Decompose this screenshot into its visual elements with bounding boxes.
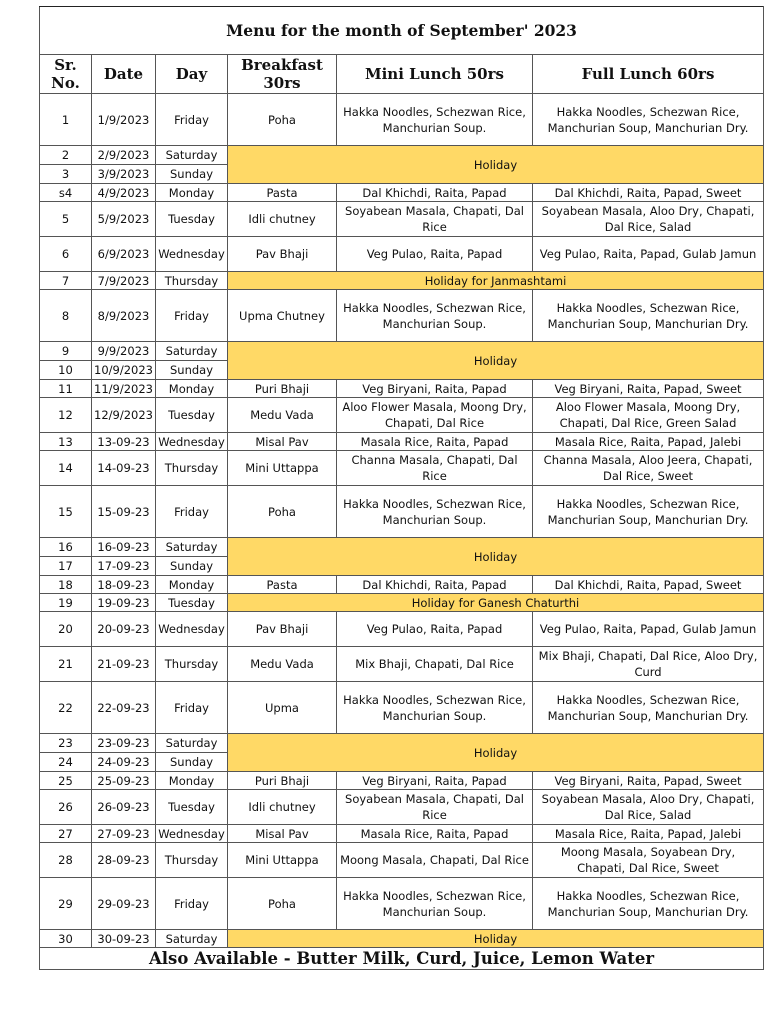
sr-no-cell: 30 [40,930,92,948]
day-cell: Sunday [156,753,228,772]
breakfast-cell: Puri Bhaji [228,772,337,790]
date-cell: 25-09-23 [92,772,156,790]
date-cell: 19-09-23 [92,594,156,612]
title-row [40,7,764,55]
footer-row [40,948,764,970]
breakfast-cell: Pasta [228,576,337,594]
mini-lunch-cell: Veg Biryani, Raita, Papad [337,772,533,790]
table-row [40,342,764,361]
breakfast-cell: Puri Bhaji [228,380,337,398]
sr-no-cell: 6 [40,237,92,272]
sr-no-cell: 9 [40,342,92,361]
date-cell: 5/9/2023 [92,202,156,237]
full-lunch-cell: Mix Bhaji, Chapati, Dal Rice, Aloo Dry, Curd [533,647,764,682]
table-row [40,790,764,825]
sr-no-cell: 10 [40,361,92,380]
mini-lunch-cell: Masala Rice, Raita, Papad [337,433,533,451]
day-cell: Tuesday [156,398,228,433]
day-cell: Tuesday [156,594,228,612]
mini-lunch-cell: Hakka Noodles, Schezwan Rice, Manchurian Soup. [337,682,533,734]
sr-no-cell: 19 [40,594,92,612]
date-cell: 8/9/2023 [92,290,156,342]
day-cell: Monday [156,772,228,790]
full-lunch-cell: Hakka Noodles, Schezwan Rice, Manchurian Soup, Manchurian Dry. [533,290,764,342]
day-cell: Thursday [156,647,228,682]
sr-no-cell: 1 [40,94,92,146]
full-lunch-cell: Hakka Noodles, Schezwan Rice, Manchurian Soup, Manchurian Dry. [533,878,764,930]
table-row [40,94,764,146]
date-cell: 10/9/2023 [92,361,156,380]
breakfast-cell: Misal Pav [228,433,337,451]
day-cell: Monday [156,184,228,202]
date-cell: 16-09-23 [92,538,156,557]
date-cell: 22-09-23 [92,682,156,734]
breakfast-cell: Upma Chutney [228,290,337,342]
full-lunch-cell: Aloo Flower Masala, Moong Dry, Chapati, Dal Rice, Green Salad [533,398,764,433]
date-cell: 30-09-23 [92,930,156,948]
day-cell: Saturday [156,342,228,361]
sr-no-cell: 11 [40,380,92,398]
sr-no-cell: 29 [40,878,92,930]
sr-no-cell: 7 [40,272,92,290]
mini-lunch-cell: Mix Bhaji, Chapati, Dal Rice [337,647,533,682]
mini-lunch-cell: Soyabean Masala, Chapati, Dal Rice [337,790,533,825]
mini-lunch-cell: Veg Pulao, Raita, Papad [337,237,533,272]
sr-no-cell: 28 [40,843,92,878]
full-lunch-cell: Hakka Noodles, Schezwan Rice, Manchurian Soup, Manchurian Dry. [533,486,764,538]
breakfast-cell: Poha [228,878,337,930]
table-row [40,184,764,202]
date-cell: 27-09-23 [92,825,156,843]
col-header-full-lunch: Full Lunch 60rs [533,55,764,94]
day-cell: Friday [156,486,228,538]
day-cell: Friday [156,94,228,146]
date-cell: 23-09-23 [92,734,156,753]
mini-lunch-cell: Moong Masala, Chapati, Dal Rice [337,843,533,878]
table-row [40,576,764,594]
sr-no-cell: 27 [40,825,92,843]
date-cell: 28-09-23 [92,843,156,878]
table-row [40,237,764,272]
table-row [40,825,764,843]
day-cell: Sunday [156,165,228,184]
date-cell: 2/9/2023 [92,146,156,165]
full-lunch-cell: Moong Masala, Soyabean Dry, Chapati, Dal Rice, Sweet [533,843,764,878]
sr-no-cell: 25 [40,772,92,790]
day-cell: Tuesday [156,790,228,825]
sr-no-cell: 2 [40,146,92,165]
sr-no-cell: 13 [40,433,92,451]
col-header-day: Day [156,55,228,94]
breakfast-cell: Mini Uttappa [228,843,337,878]
table-row [40,398,764,433]
breakfast-cell: Idli chutney [228,790,337,825]
date-cell: 6/9/2023 [92,237,156,272]
date-cell: 26-09-23 [92,790,156,825]
breakfast-cell: Poha [228,94,337,146]
sr-no-cell: 8 [40,290,92,342]
table-row [40,146,764,165]
breakfast-cell: Pasta [228,184,337,202]
breakfast-cell: Medu Vada [228,398,337,433]
date-cell: 14-09-23 [92,451,156,486]
date-cell: 24-09-23 [92,753,156,772]
full-lunch-cell: Veg Biryani, Raita, Papad, Sweet [533,772,764,790]
col-header-mini-lunch: Mini Lunch 50rs [337,55,533,94]
sr-no-cell: 24 [40,753,92,772]
sr-no-cell: 3 [40,165,92,184]
sr-no-cell: 17 [40,557,92,576]
table-row [40,451,764,486]
date-cell: 12/9/2023 [92,398,156,433]
header-row [40,55,764,94]
breakfast-cell: Upma [228,682,337,734]
date-cell: 4/9/2023 [92,184,156,202]
day-cell: Friday [156,878,228,930]
full-lunch-cell: Veg Pulao, Raita, Papad, Gulab Jamun [533,612,764,647]
table-row [40,538,764,557]
holiday-cell: Holiday for Ganesh Chaturthi [228,594,764,612]
holiday-cell: Holiday for Janmashtami [228,272,764,290]
table-row [40,202,764,237]
date-cell: 1/9/2023 [92,94,156,146]
holiday-cell: Holiday [228,538,764,576]
day-cell: Thursday [156,451,228,486]
breakfast-cell: Poha [228,486,337,538]
breakfast-cell: Idli chutney [228,202,337,237]
mini-lunch-cell: Veg Biryani, Raita, Papad [337,380,533,398]
breakfast-cell: Mini Uttappa [228,451,337,486]
full-lunch-cell: Soyabean Masala, Aloo Dry, Chapati, Dal Rice, Salad [533,202,764,237]
table-row [40,594,764,612]
table-row [40,878,764,930]
full-lunch-cell: Dal Khichdi, Raita, Papad, Sweet [533,576,764,594]
date-cell: 15-09-23 [92,486,156,538]
day-cell: Saturday [156,930,228,948]
full-lunch-cell: Hakka Noodles, Schezwan Rice, Manchurian Soup, Manchurian Dry. [533,94,764,146]
mini-lunch-cell: Dal Khichdi, Raita, Papad [337,184,533,202]
day-cell: Sunday [156,361,228,380]
day-cell: Saturday [156,538,228,557]
full-lunch-cell: Hakka Noodles, Schezwan Rice, Manchurian Soup, Manchurian Dry. [533,682,764,734]
day-cell: Thursday [156,272,228,290]
breakfast-cell: Pav Bhaji [228,237,337,272]
mini-lunch-cell: Soyabean Masala, Chapati, Dal Rice [337,202,533,237]
mini-lunch-cell: Dal Khichdi, Raita, Papad [337,576,533,594]
sr-no-cell: 15 [40,486,92,538]
day-cell: Monday [156,576,228,594]
day-cell: Wednesday [156,237,228,272]
date-cell: 3/9/2023 [92,165,156,184]
day-cell: Sunday [156,557,228,576]
holiday-cell: Holiday [228,342,764,380]
date-cell: 29-09-23 [92,878,156,930]
holiday-cell: Holiday [228,930,764,948]
date-cell: 17-09-23 [92,557,156,576]
holiday-cell: Holiday [228,146,764,184]
breakfast-cell: Pav Bhaji [228,612,337,647]
date-cell: 13-09-23 [92,433,156,451]
day-cell: Wednesday [156,612,228,647]
mini-lunch-cell: Hakka Noodles, Schezwan Rice, Manchurian Soup. [337,486,533,538]
full-lunch-cell: Soyabean Masala, Aloo Dry, Chapati, Dal Rice, Salad [533,790,764,825]
sr-no-cell: 21 [40,647,92,682]
mini-lunch-cell: Hakka Noodles, Schezwan Rice, Manchurian Soup. [337,290,533,342]
table-row [40,290,764,342]
table-row [40,272,764,290]
date-cell: 9/9/2023 [92,342,156,361]
sr-no-cell: 20 [40,612,92,647]
holiday-cell: Holiday [228,734,764,772]
table-row [40,930,764,948]
sr-no-cell: 16 [40,538,92,557]
date-cell: 21-09-23 [92,647,156,682]
full-lunch-cell: Masala Rice, Raita, Papad, Jalebi [533,433,764,451]
sr-no-cell: 18 [40,576,92,594]
date-cell: 11/9/2023 [92,380,156,398]
sr-no-cell: 12 [40,398,92,433]
sr-no-cell: s4 [40,184,92,202]
sr-no-cell: 23 [40,734,92,753]
breakfast-cell: Misal Pav [228,825,337,843]
full-lunch-cell: Veg Pulao, Raita, Papad, Gulab Jamun [533,237,764,272]
breakfast-cell: Medu Vada [228,647,337,682]
mini-lunch-cell: Aloo Flower Masala, Moong Dry, Chapati, Dal Rice [337,398,533,433]
table-row [40,734,764,753]
table-row [40,682,764,734]
sr-no-cell: 5 [40,202,92,237]
day-cell: Thursday [156,843,228,878]
table-row [40,433,764,451]
menu-table [39,6,764,970]
full-lunch-cell: Veg Biryani, Raita, Papad, Sweet [533,380,764,398]
table-row [40,647,764,682]
col-header-sr-no: Sr. No. [40,55,92,94]
table-row [40,380,764,398]
day-cell: Saturday [156,734,228,753]
day-cell: Wednesday [156,825,228,843]
col-header-date: Date [92,55,156,94]
day-cell: Monday [156,380,228,398]
day-cell: Friday [156,682,228,734]
full-lunch-cell: Masala Rice, Raita, Papad, Jalebi [533,825,764,843]
full-lunch-cell: Dal Khichdi, Raita, Papad, Sweet [533,184,764,202]
day-cell: Saturday [156,146,228,165]
date-cell: 18-09-23 [92,576,156,594]
day-cell: Tuesday [156,202,228,237]
mini-lunch-cell: Masala Rice, Raita, Papad [337,825,533,843]
table-row [40,772,764,790]
mini-lunch-cell: Hakka Noodles, Schezwan Rice, Manchurian Soup. [337,878,533,930]
mini-lunch-cell: Hakka Noodles, Schezwan Rice, Manchurian Soup. [337,94,533,146]
date-cell: 20-09-23 [92,612,156,647]
day-cell: Wednesday [156,433,228,451]
mini-lunch-cell: Veg Pulao, Raita, Papad [337,612,533,647]
full-lunch-cell: Channa Masala, Aloo Jeera, Chapati, Dal Rice, Sweet [533,451,764,486]
day-cell: Friday [156,290,228,342]
table-row [40,486,764,538]
sr-no-cell: 22 [40,682,92,734]
date-cell: 7/9/2023 [92,272,156,290]
table-row [40,843,764,878]
table-row [40,612,764,647]
menu-title: Menu for the month of September' 2023 [40,7,764,55]
sr-no-cell: 26 [40,790,92,825]
also-available-note: Also Available - Butter Milk, Curd, Juice, Lemon Water [40,948,764,970]
sr-no-cell: 14 [40,451,92,486]
col-header-breakfast: Breakfast 30rs [228,55,337,94]
mini-lunch-cell: Channa Masala, Chapati, Dal Rice [337,451,533,486]
